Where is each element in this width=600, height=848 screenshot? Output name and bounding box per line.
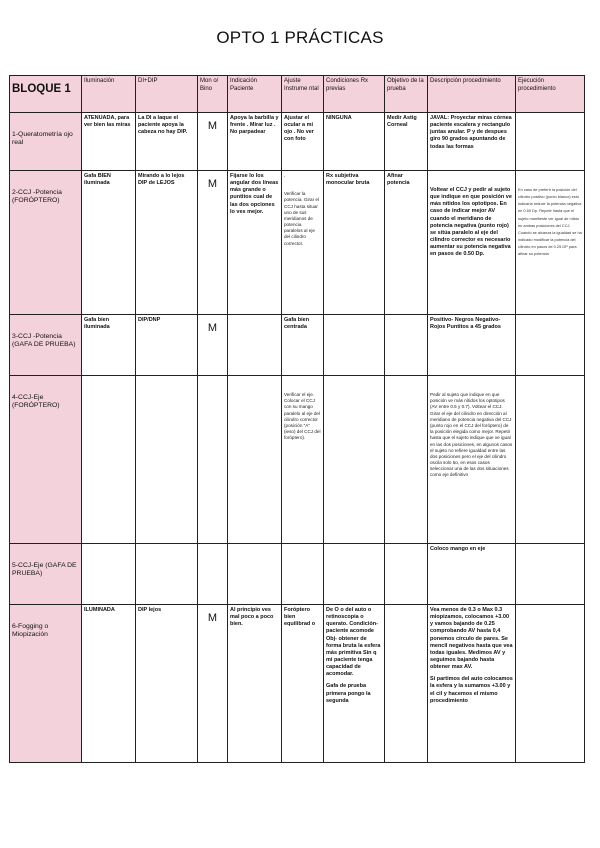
header-condiciones: Condiciones Rx previas [324, 76, 385, 113]
header-di-dip: DI+DIP [136, 76, 198, 113]
table-row [10, 315, 585, 376]
cell-descripcion [428, 605, 516, 763]
row-label: 4-CCJ-Eje (FORÓPTERO) [10, 376, 82, 544]
cell-descripcion: JAVAL: Proyectar miras córnea paciente escalera y rectangulo juntas anular. P y de despues giro 90 grados apuntando de todas las formas [428, 113, 516, 171]
cell-ajuste: Gafa bien centrada [282, 315, 324, 376]
header-iluminacion: Iluminación [82, 76, 136, 113]
cell-di: DIP lejos [136, 605, 198, 763]
cell-descripcion: Coloco mango en eje [428, 544, 516, 605]
cell-iluminacion [82, 544, 136, 605]
row-label: 1-Queratometría ojo real [10, 113, 82, 171]
header-mono-bino: Mon o/ Bino [198, 76, 228, 113]
table-row [10, 171, 585, 315]
table-row [10, 605, 585, 763]
cell-ejecucion [516, 605, 585, 763]
row-label: 2-CCJ -Potencia (FORÓPTERO) [10, 171, 82, 315]
cell-ejecucion [516, 376, 585, 544]
cell-ejecucion [516, 171, 585, 315]
header-ajuste: Ajuste Instrume ntal [282, 76, 324, 113]
cell-iluminacion: Gafa bien iluminada [82, 315, 136, 376]
cell-ejecucion [516, 544, 585, 605]
cell-ejecucion [516, 113, 585, 171]
table-row [10, 113, 585, 171]
cell-di [136, 376, 198, 544]
cell-mono [198, 544, 228, 605]
cell-indicacion: Fijarse lo los angular dos líneas más grande o puntitos cual de las dos opciones lo ves mejor. [228, 171, 282, 315]
practice-table [9, 75, 585, 763]
cell-objetivo [385, 605, 428, 763]
row-label: 5-CCJ-Eje (GAFA DE PRUEBA) [10, 544, 82, 605]
cell-iluminacion: ILUMINADA [82, 605, 136, 763]
header-bloque: BLOQUE 1 [10, 76, 82, 113]
cell-indicacion: Apoya la barbilla y frente . Mirar luz . No parpadear [228, 113, 282, 171]
ajuste-text: Verificar la potencia. Girar el CCJ hasta situar uno de sus meridianos de potencia paralelos al eje del cilindro corrector. [284, 191, 319, 246]
cell-condiciones [324, 605, 385, 763]
ajuste-mark: . [284, 173, 286, 179]
cell-indicacion [228, 315, 282, 376]
cell-condiciones: NINGUNA [324, 113, 385, 171]
cell-condiciones [324, 544, 385, 605]
cell-di: Mirando a lo lejos DIP de LEJOS [136, 171, 198, 315]
cell-descripcion: Pedir al sujeto que indique en que posición ve más nítidos los optotipos (AV entre 0.5 y 0.7). Voltear el CCJ. Girar el eje del cilindro en dirección al meridiano de potencia negativa del CCJ (punto rojo en el CCJ del foróptero) de la posición elegida como mejor. Repetir hasta que el sujeto indique que ve igual en las dos posiciones, en algunos casos el sujeto no refiere igualdad entre las dos posiciones pero el eje del cilindro oscila solo 5o, en esos casos seleccionar una de las dos situaciones como eje definitivo [428, 376, 516, 544]
table-row [10, 544, 585, 605]
condiciones-text-2: Gafa de prueba primera pongo la segunda [326, 683, 371, 704]
descripcion-text: Vea menos de 0.3 o Max 0.3 miopizamos, colocamos +3.00 y vamos bajando de 0.25 comprobando AV hasta 0,4 ponemos círculo de pares. Se mencil negativos hasta que vea todas iguales. Medimos AV y seguimos bajando hasta obtener max AV. [430, 607, 513, 671]
cell-descripcion: Voltear el CCJ y pedir al sujeto que indique en que posición ve más nítidos los optotipos. En caso de indicar mejor AV cuando el meridiano de potencia negativa (punto rojo) se sitúa paralelo al eje del cilindro corrector es necesario aumentar su potencia negativa en pasos de 0.50 Dp. [428, 171, 516, 315]
header-descripcion: Descripción procedimiento [428, 76, 516, 113]
cell-di: DIP/DNP [136, 315, 198, 376]
cell-condiciones [324, 376, 385, 544]
cell-objetivo [385, 544, 428, 605]
cell-di: La DI a laque el paciente apoya la cabeza no hay DIP. [136, 113, 198, 171]
cell-mono: M [198, 113, 228, 171]
header-objetivo: Objetivo de la prueba [385, 76, 428, 113]
header-row [10, 76, 585, 113]
cell-condiciones [324, 315, 385, 376]
ejecucion-text: En caso de preferir la posición del cilindro positivo (punto blanco) esto indicaría reducir la potencia negativa en 0.50 Dp. Repetir hasta que el sujeto manifieste ver igual de nítido en ambas posiciones del CCJ. Cuando se alcanza la igualdad se ha indicado modificar la potencia del cilindro en pasos de 0.25 DP para afinar su potencia [518, 187, 582, 257]
cell-descripcion: Positivo- Negros Negativo- Rojos Puntitos a 45 grados [428, 315, 516, 376]
header-indicacion: Indicación Paciente [228, 76, 282, 113]
descripcion-text-2: Si partimos del auto colocamos la esfera y la sumamos +3.00 y el cil y hacemos el mismo procedimiento [430, 676, 513, 704]
cell-mono: M [198, 171, 228, 315]
cell-ajuste [282, 171, 324, 315]
cell-mono: M [198, 605, 228, 763]
cell-indicacion [228, 376, 282, 544]
cell-objetivo [385, 376, 428, 544]
row-label: 3-CCJ -Potencia (GAFA DE PRUEBA) [10, 315, 82, 376]
cell-objetivo: Afinar potencia [385, 171, 428, 315]
cell-condiciones: Rx subjetiva monocular bruta [324, 171, 385, 315]
cell-mono: M [198, 315, 228, 376]
cell-ajuste [282, 544, 324, 605]
cell-ejecucion [516, 315, 585, 376]
cell-mono [198, 376, 228, 544]
cell-objetivo [385, 315, 428, 376]
condiciones-text: De O o del auto o retinoscopia o querato. Condición- paciente acomode Obj- obtener de forma bruta la esfera más primitiva Sin q mi paciente tenga capacidad de acomodar. [326, 607, 381, 678]
header-ejecucion: Ejecución procedimiento [516, 76, 585, 113]
cell-iluminacion: Gafa BIEN iluminada [82, 171, 136, 315]
row-label: 6-Fogging o Miopización [10, 605, 82, 763]
table-row [10, 376, 585, 544]
cell-objetivo: Medir Astig Corneal [385, 113, 428, 171]
cell-ajuste: Verificar el eje. Colocar el CCJ con su mango paralelo al eje del cilindro corrector (posición "A" (ieso) del CCJ del foróptero). [282, 376, 324, 544]
cell-ajuste: Ajustar el ocular a mi ojo . No ver con foto [282, 113, 324, 171]
cell-indicacion [228, 544, 282, 605]
page-title: OPTO 1 PRÁCTICAS [216, 28, 384, 47]
cell-ajuste: Foróptero bien equilibrad o [282, 605, 324, 763]
cell-iluminacion: ATENUADA, para ver bien las miras [82, 113, 136, 171]
cell-indicacion: Al principio ves mal poco a poco bien. [228, 605, 282, 763]
cell-di [136, 544, 198, 605]
cell-iluminacion [82, 376, 136, 544]
